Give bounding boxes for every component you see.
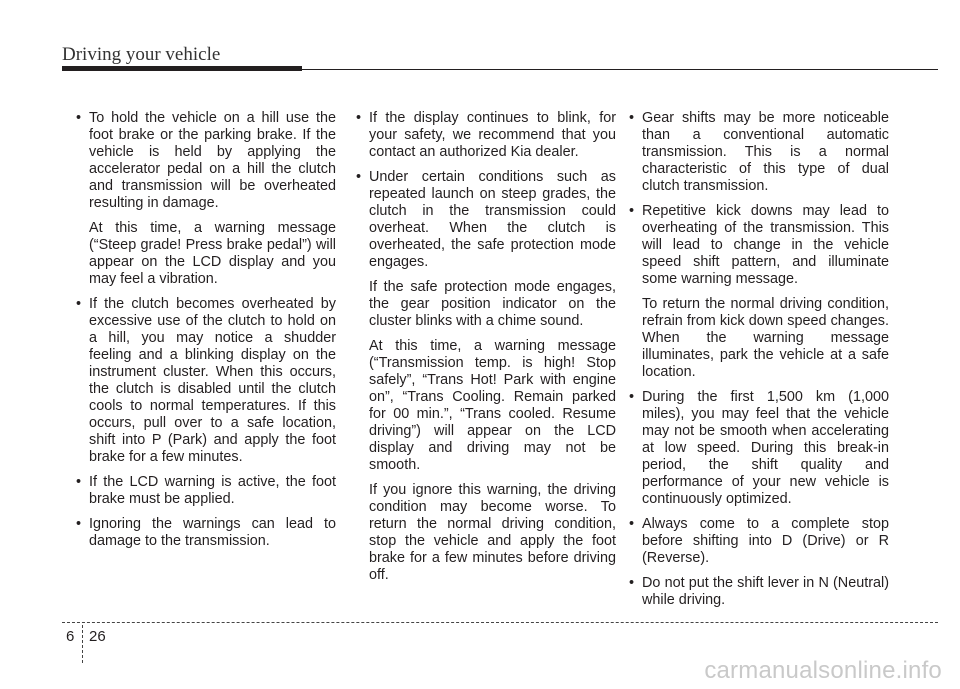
paragraph-transmission-temp-warning: At this time, a warning message (“Transmission temp. is high! Stop safely”, “Trans Hot! Park with engine on”, “Trans Cooling. Remain parked for 00 min.”, “Trans cooled. Resume driving”) will appear on the LCD display and driving may not be smooth.	[369, 338, 616, 473]
page-number: 26	[89, 628, 106, 645]
bullet-display-blink: • If the display continues to blink, for your safety, we recommend that you contact an authorized Kia dealer.	[354, 110, 616, 161]
header-rule	[302, 69, 938, 70]
footer-dashed-rule	[62, 622, 938, 623]
header-bar	[62, 66, 302, 71]
paragraph-steep-grade-warning: At this time, a warning message (“Steep grade! Press brake pedal”) will appear on the LCD display and you may feel a vibration.	[89, 220, 336, 287]
bullet-break-in-period: • During the first 1,500 km (1,000 miles), you may feel that the vehicle may not be smooth when accelerating at low speed. During this break-in period, the shift quality and performance of your new vehicle is continuously optimized.	[627, 389, 889, 508]
paragraph-safe-protection-mode: If the safe protection mode engages, the gear position indicator on the cluster blinks with a chime sound.	[369, 279, 616, 329]
bullet-clutch-overheated: • If the clutch becomes overheated by excessive use of the clutch to hold on a hill, you may notice a shudder feeling and a blinking display on the instrument cluster. When this occurs, the clutch is disabled until the clutch cools to normal temperatures. If this occurs, pull over to a safe location, shift into P (Park) and apply the foot brake for a few minutes.	[74, 296, 336, 466]
bullet-repeated-launch: • Under certain conditions such as repeated launch on steep grades, the clutch in the transmission could overheat. When the clutch is overheated, the safe protection mode engages.	[354, 169, 616, 271]
page-header-title: Driving your vehicle	[62, 44, 221, 65]
column-left	[74, 110, 336, 558]
bullet-hill-hold: • To hold the vehicle on a hill use the foot brake or the parking brake. If the vehicle is held by applying the accelerator pedal on a hill the clutch and transmission will be overheated resulting in damage.	[74, 110, 336, 212]
paragraph-return-normal-driving: To return the normal driving condition, refrain from kick down speed changes. When the warning message illuminates, park the vehicle at a safe location.	[642, 296, 889, 380]
watermark: carmanualsonline.info	[704, 657, 942, 684]
bullet-complete-stop: • Always come to a complete stop before shifting into D (Drive) or R (Reverse).	[627, 516, 889, 567]
page-number-separator	[82, 625, 83, 663]
column-right	[627, 110, 889, 617]
bullet-ignoring-warnings: • Ignoring the warnings can lead to damage to the transmission.	[74, 516, 336, 550]
paragraph-ignore-warning: If you ignore this warning, the driving condition may become worse. To return the normal driving condition, stop the vehicle and apply the foot brake for a few minutes before driving off.	[369, 482, 616, 583]
bullet-repetitive-kick-downs: • Repetitive kick downs may lead to overheating of the transmission. This will lead to change in the vehicle speed shift pattern, and illuminate some warning message.	[627, 203, 889, 288]
bullet-lcd-warning-active: • If the LCD warning is active, the foot brake must be applied.	[74, 474, 336, 508]
bullet-gear-shifts-noticeable: • Gear shifts may be more noticeable than a conventional automatic transmission. This is a normal characteristic of this type of dual clutch transmission.	[627, 110, 889, 195]
column-middle	[354, 110, 616, 592]
bullet-neutral-while-driving: • Do not put the shift lever in N (Neutral) while driving.	[627, 575, 889, 609]
chapter-number: 6	[66, 628, 75, 645]
